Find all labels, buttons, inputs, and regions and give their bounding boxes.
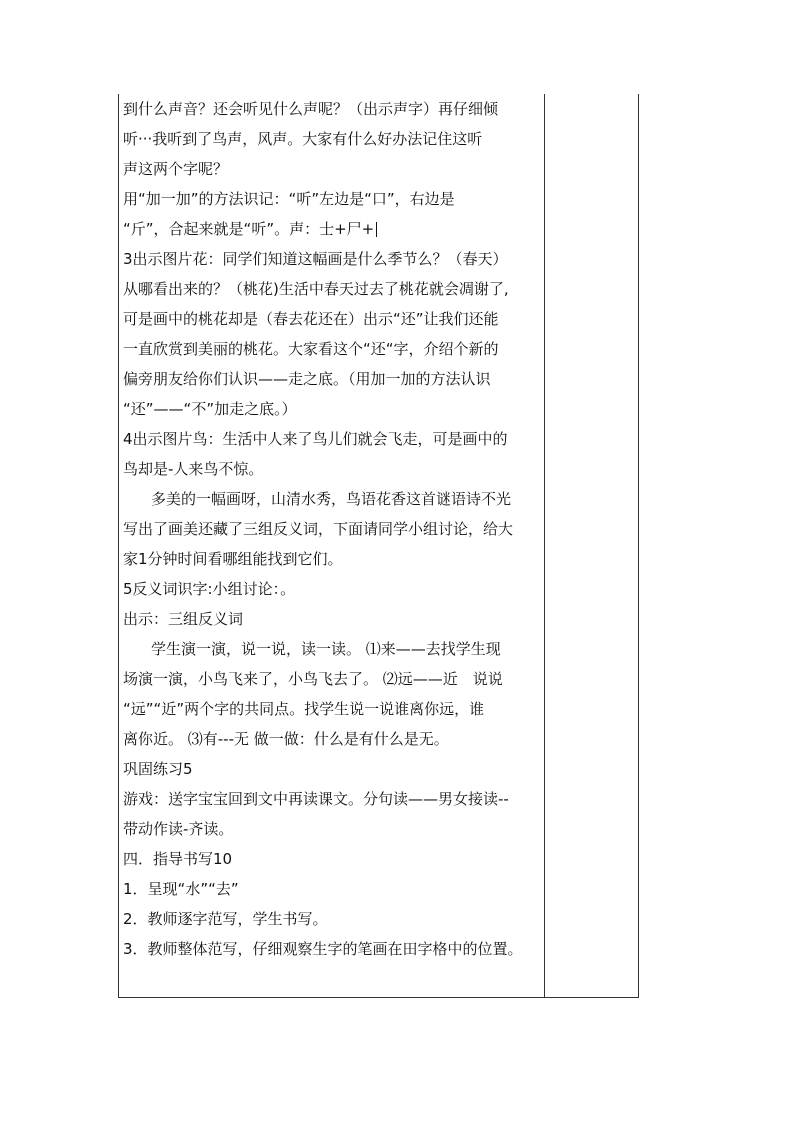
text-line-21: “远”“近”两个字的共同点。找学生说一说谁离你远，谁 [123,700,485,718]
text-line-2: 听···我听到了鸟声，风声。大家有什么好办法记住这听 [123,130,483,148]
text-line-28: 2．教师逐字范写，学生书写。 [123,910,328,928]
text-line-1: 到什么声音？还会听见什么声呢？（出示声字）再仔细倾 [123,100,499,118]
text-line-11: “还”——“不”加走之底。） [123,400,297,418]
text-line-4: 用“加一加”的方法识记：“听”左边是“口”，右边是 [123,190,455,208]
text-line-3: 声这两个字呢？ [123,160,229,178]
text-line-22: 离你近。 ⑶有---无 做一做：什么是有什么是无。 [123,730,449,748]
text-line-7: 从哪看出来的？（桃花)生活中春天过去了桃花就会凋谢了, [123,280,509,298]
text-line-23: 巩固练习5 [123,760,193,778]
text-line-8: 可是画中的桃花却是（春去花还在）出示“还”让我们还能 [123,310,499,328]
text-line-24: 游戏：送字宝宝回到文中再读课文。分句读——男女接读-- [123,790,509,808]
text-line-14: 多美的一幅画呀，山清水秀，鸟语花香这首谜语诗不光 [151,490,512,508]
text-line-5-content: “斤”，合起来就是“听”。声：士+尸+ [123,220,375,238]
notes-cell [545,94,638,997]
text-line-5 [123,214,541,244]
text-line-13: 鸟却是-人来鸟不惊。 [123,460,264,478]
text-line-20: 场演一演，小鸟飞来了，小鸟飞去了。 ⑵远——近 说说 [123,670,503,688]
text-line-6: 3出示图片花：同学们知道这幅画是什么季节么？（春天） [123,250,508,268]
text-line-18: 出示：三组反义词 [123,610,244,628]
lesson-content-cell [119,94,545,997]
text-cursor-mark [376,222,377,237]
text-line-9: 一直欣赏到美丽的桃花。大家看这个“还“字，介绍个新的 [123,340,499,358]
text-line-19: 学生演一演，说一说，读一读。 ⑴来——去找学生现 [151,640,501,658]
text-line-15: 写出了画美还藏了三组反义词，下面请同学小组讨论，给大 [123,520,514,538]
text-line-26: 四．指导书写10 [123,850,233,868]
text-line-10: 偏旁朋友给你们认识——走之底。（用加一加的方法认识 [123,370,491,388]
text-line-17: 5反义词识字:小组讨论：。 [123,580,296,598]
lesson-plan-table [118,94,639,998]
text-line-29: 3．教师整体范写，仔细观察生字的笔画在田字格中的位置。 [123,940,523,958]
text-line-27: 1．呈现“水”“去” [123,880,239,898]
text-line-16: 家1分钟时间看哪组能找到它们。 [123,550,343,568]
text-line-12: 4出示图片鸟：生活中人来了鸟儿们就会飞走，可是画中的 [123,430,508,448]
lesson-text [123,94,541,964]
text-line-25: 带动作读-齐读。 [123,820,234,838]
